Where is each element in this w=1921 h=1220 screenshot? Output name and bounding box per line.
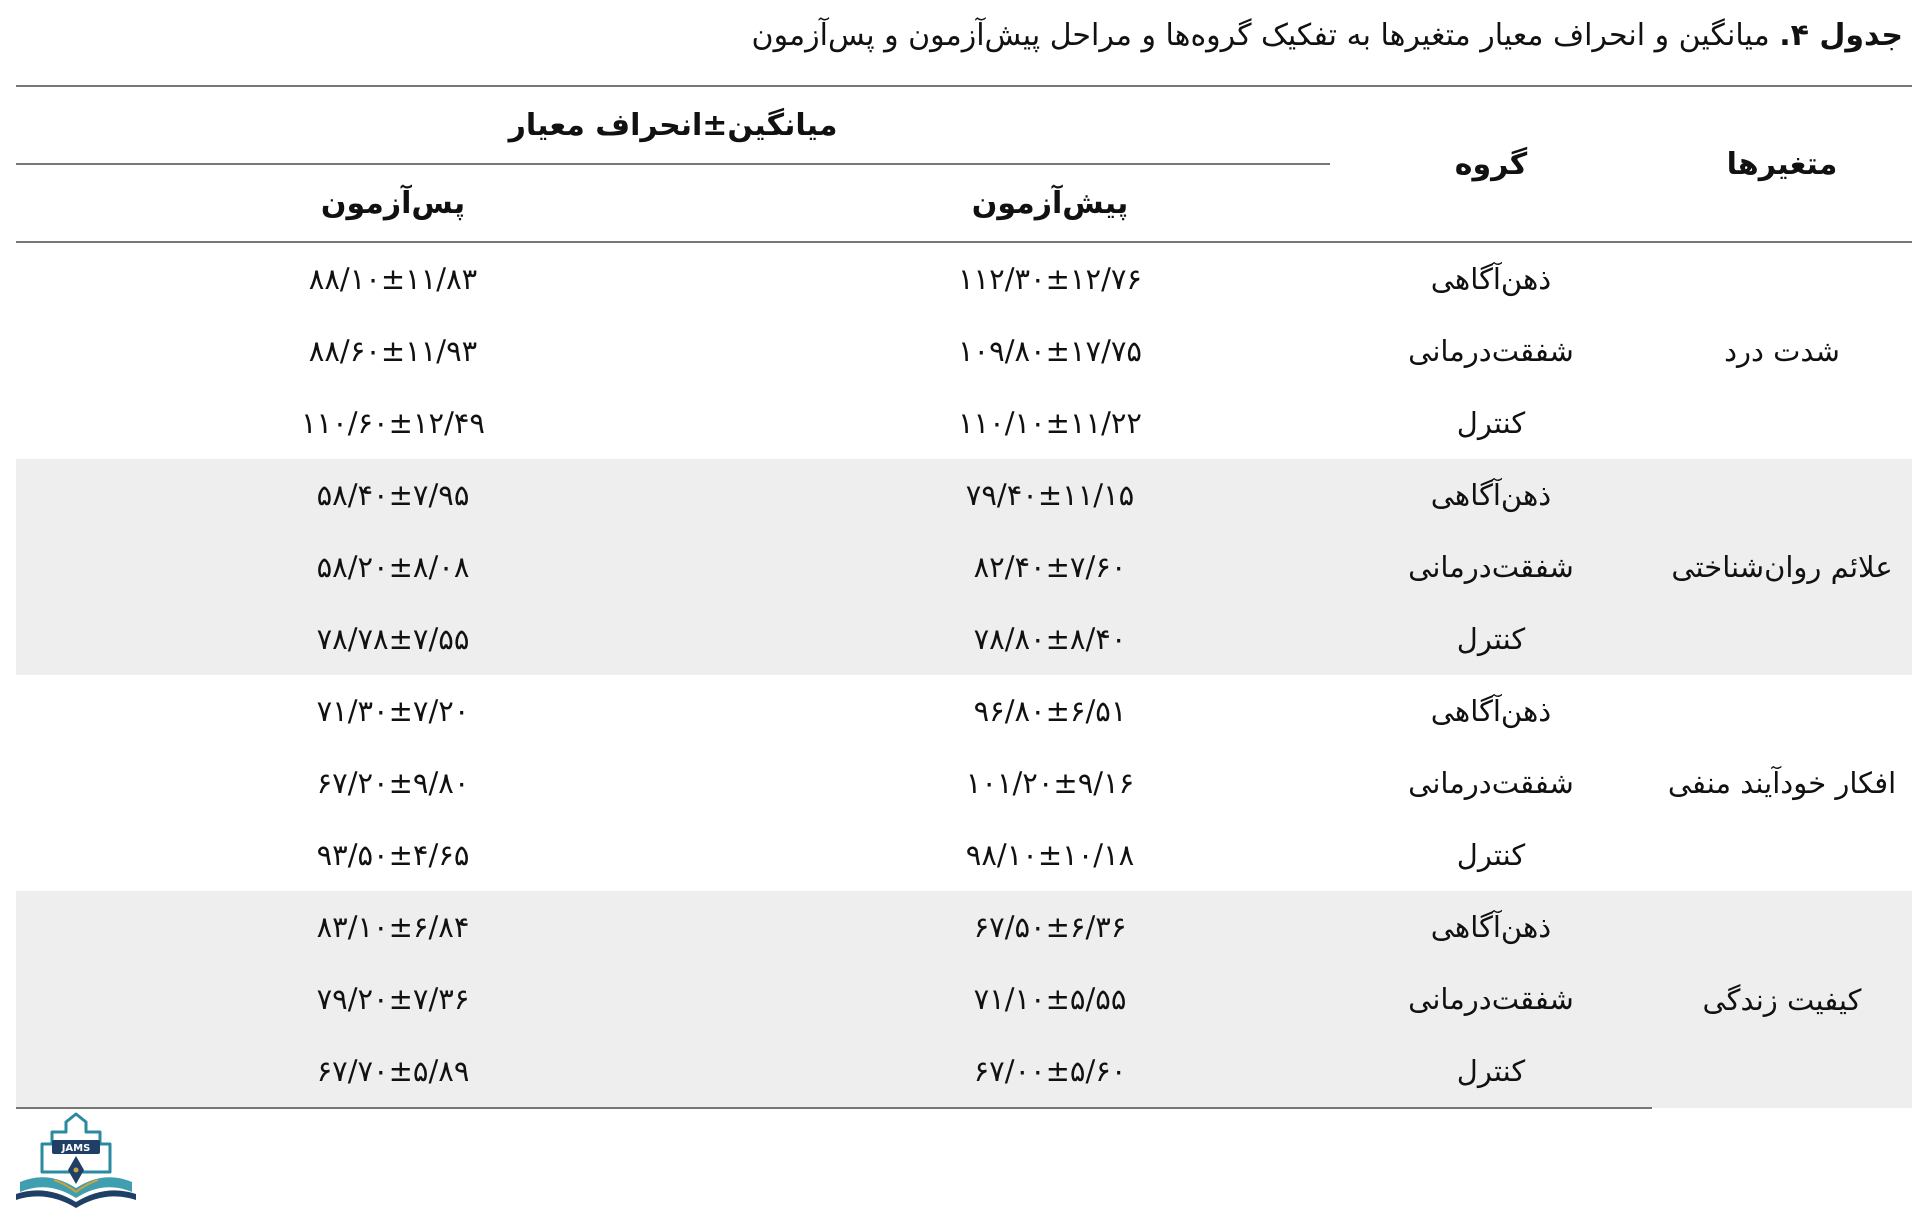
pretest-cell: ۶۷/۰۰±۵/۶۰	[770, 1035, 1330, 1108]
table-row	[16, 891, 1912, 963]
variable-cell: شدت درد	[1724, 334, 1840, 368]
pretest-cell: ۹۶/۸۰±۶/۵۱	[973, 694, 1127, 728]
group-cell: کنترل	[1330, 1035, 1652, 1108]
variable-cell: افکار خودآیند منفی	[1667, 766, 1897, 800]
group-cell: ذهن‌آگاهی	[1330, 891, 1652, 963]
table-row	[16, 675, 1912, 747]
group-cell: کنترل	[1456, 406, 1526, 440]
header-posttest: پس‌آزمون	[320, 185, 466, 221]
pretest-cell: ۱۰۱/۲۰±۹/۱۶	[965, 766, 1135, 800]
group-cell: کنترل	[1330, 603, 1652, 675]
table-row	[16, 963, 1912, 1035]
posttest-cell: ۸۸/۶۰±۱۱/۹۳	[308, 334, 478, 368]
group-cell: ذهن‌آگاهی	[1430, 694, 1552, 728]
group-cell: ذهن‌آگاهی	[1330, 459, 1652, 531]
pretest-cell: ۶۷/۵۰±۶/۳۶	[770, 891, 1330, 963]
group-cell: شفقت‌درمانی	[1330, 531, 1652, 603]
variable-cell: علائم روان‌شناختی	[1652, 459, 1912, 675]
group-cell: ذهن‌آگاهی	[1430, 262, 1552, 296]
posttest-cell: ۸۳/۱۰±۶/۸۴	[16, 891, 770, 963]
logo-nib-dot	[74, 1168, 79, 1173]
group-cell: شفقت‌درمانی	[1408, 766, 1574, 800]
pretest-cell: ۷۱/۱۰±۵/۵۵	[770, 963, 1330, 1035]
posttest-cell: ۶۷/۲۰±۹/۸۰	[316, 766, 470, 800]
group-cell: شفقت‌درمانی	[1408, 334, 1574, 368]
header-group: گروه	[1454, 146, 1528, 182]
data-table	[16, 85, 1912, 1109]
posttest-cell: ۵۸/۲۰±۸/۰۸	[16, 531, 770, 603]
variable-cell: کیفیت زندگی	[1652, 891, 1912, 1108]
table-row	[16, 315, 1912, 387]
header-variables: متغیرها	[1726, 146, 1838, 182]
pretest-cell: ۱۰۹/۸۰±۱۷/۷۵	[957, 334, 1143, 368]
caption-label: جدول ۴.	[1779, 18, 1903, 53]
posttest-cell: ۱۱۰/۶۰±۱۲/۴۹	[300, 406, 486, 440]
jams-logo-icon	[14, 1110, 139, 1210]
pretest-cell: ۸۲/۴۰±۷/۶۰	[770, 531, 1330, 603]
posttest-cell: ۹۳/۵۰±۴/۶۵	[316, 838, 470, 872]
header-mean-sd: میانگین±انحراف معیار	[16, 86, 1330, 164]
pretest-cell: ۱۱۰/۱۰±۱۱/۲۲	[957, 406, 1143, 440]
pretest-cell: ۹۸/۱۰±۱۰/۱۸	[965, 838, 1135, 872]
table-row	[16, 387, 1912, 459]
data-table-container	[16, 85, 1912, 1109]
table-row	[16, 603, 1912, 675]
table-row	[16, 1035, 1912, 1108]
table-row	[16, 242, 1912, 315]
logo-text: JAMS	[61, 1143, 91, 1154]
posttest-cell: ۷۱/۳۰±۷/۲۰	[316, 694, 470, 728]
pretest-cell: ۷۸/۸۰±۸/۴۰	[770, 603, 1330, 675]
caption-text: میانگین و انحراف معیار متغیرها به تفکیک گروه‌ها و مراحل پیش‌آزمون و پس‌آزمون	[751, 18, 1770, 53]
table-caption	[752, 16, 1903, 56]
pretest-cell: ۷۹/۴۰±۱۱/۱۵	[770, 459, 1330, 531]
posttest-cell: ۶۷/۷۰±۵/۸۹	[16, 1035, 770, 1108]
posttest-cell: ۵۸/۴۰±۷/۹۵	[16, 459, 770, 531]
group-cell: کنترل	[1456, 838, 1526, 872]
posttest-cell: ۸۸/۱۰±۱۱/۸۳	[308, 262, 478, 296]
header-pretest: پیش‌آزمون	[971, 185, 1129, 221]
table-row	[16, 819, 1912, 891]
table-row	[16, 459, 1912, 531]
pretest-cell: ۱۱۲/۳۰±۱۲/۷۶	[957, 262, 1143, 296]
posttest-cell: ۷۸/۷۸±۷/۵۵	[16, 603, 770, 675]
table-row	[16, 747, 1912, 819]
posttest-cell: ۷۹/۲۰±۷/۳۶	[16, 963, 770, 1035]
group-cell: شفقت‌درمانی	[1330, 963, 1652, 1035]
table-row	[16, 531, 1912, 603]
